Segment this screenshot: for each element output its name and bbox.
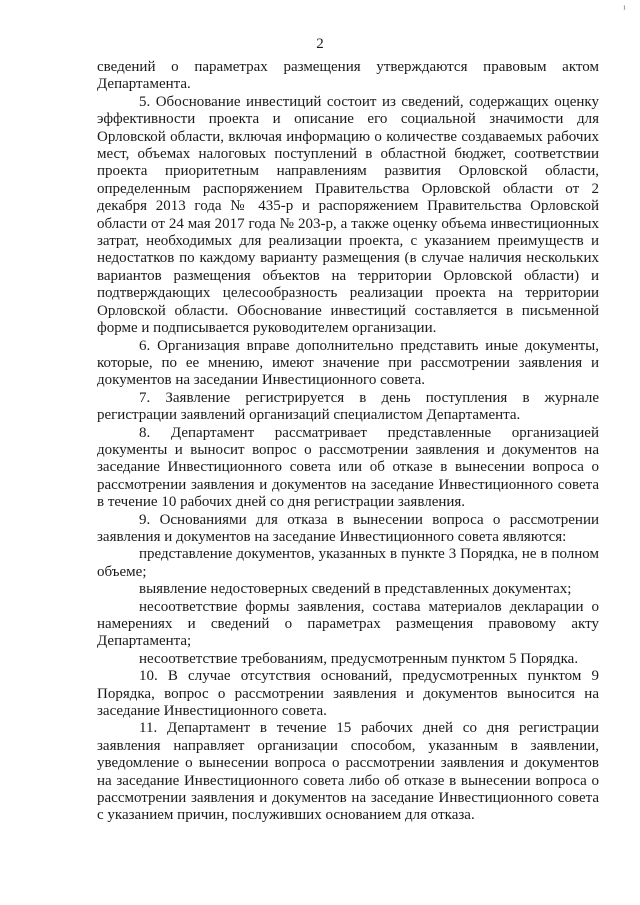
page-number: 2 xyxy=(316,36,324,52)
list-item-requirements-mismatch: несоответствие требованиям, предусмотренным пунктом 5 Порядка. xyxy=(139,650,579,667)
paragraph-continuation: сведений о параметрах размещения утверждаются правовым актом Департамента. xyxy=(97,59,599,93)
paragraph-10: 10. В случае отсутствия оснований, предусмотренных пунктом 9 Порядка, вопрос о рассмотрении заявления и документов выносится на заседание Инвестиционного совета. xyxy=(97,668,599,720)
paragraph-7: 7. Заявление регистрируется в день поступления в журнале регистрации заявлений организаций специалистом Департамента. xyxy=(97,389,599,424)
paragraph-6: 6. Организация вправе дополнительно представить иные документы, которые, по ее мнению, имеют значение при рассмотрении заявления и документов на заседании Инвестиционного совета. xyxy=(97,337,599,389)
paragraph-9: 9. Основаниями для отказа в вынесении вопроса о рассмотрении заявления и документов на заседание Инвестиционного совета являются: xyxy=(97,511,599,545)
list-item-unreliable-info: выявление недостоверных сведений в представленных документах; xyxy=(139,581,572,598)
paragraph-8: 8. Департамент рассматривает представленные организацией документы и выносит вопрос о рассмотрении заявления и документов на заседание Инвестиционного совета или об отказе в вынесении вопроса о рассмотрении заявления и документов на заседание Инвестиционного совета в течение 10 рабочих дней со дня регистрации заявления. xyxy=(97,424,599,511)
list-item-incomplete-documents: представление документов, указанных в пункте 3 Порядка, не в полном объеме; xyxy=(97,546,599,580)
paragraph-11: 11. Департамент в течение 15 рабочих дней со дня регистрации заявления направляет организации способом, указанным в заявлении, уведомление о вынесении вопроса о рассмотрении заявления и документов на заседание Инвестиционного совета либо об отказе в вынесении вопроса о рассмотрении заявления и документов на заседание Инвестиционного совета с указанием причин, послуживших основанием для отказа. xyxy=(97,720,599,824)
corner-mark: ¹ xyxy=(623,4,626,15)
list-item-form-mismatch: несоответствие формы заявления, состава материалов декларации о намерениях и сведений о параметрах размещения правовому акту Департамента; xyxy=(97,598,599,650)
document-body xyxy=(97,59,599,825)
paragraph-5: 5. Обоснование инвестиций состоит из сведений, содержащих оценку эффективности проекта и описание его социальной значимости для Орловской области, включая информацию о количестве создаваемых рабочих мест, объемах налоговых поступлений в областной бюджет, соответствии проекта приоритетным направлениям развития Орловской области, определенным распоряжением Правительства Орловской области от 2 декабря 2013 года № 435-р и распоряжением Правительства Орловской области от 24 мая 2017 года № 203-р, а также оценку объема инвестиционных затрат, необходимых для реализации проекта, с указанием преимуществ и недостатков по каждому варианту размещения (в случае наличия нескольких вариантов размещения объектов на территории Орловской области) и подтверждающих целесообразность реализации проекта на территории Орловской области. Обоснование инвестиций составляется в письменной форме и подписывается руководителем организации. xyxy=(97,93,599,337)
